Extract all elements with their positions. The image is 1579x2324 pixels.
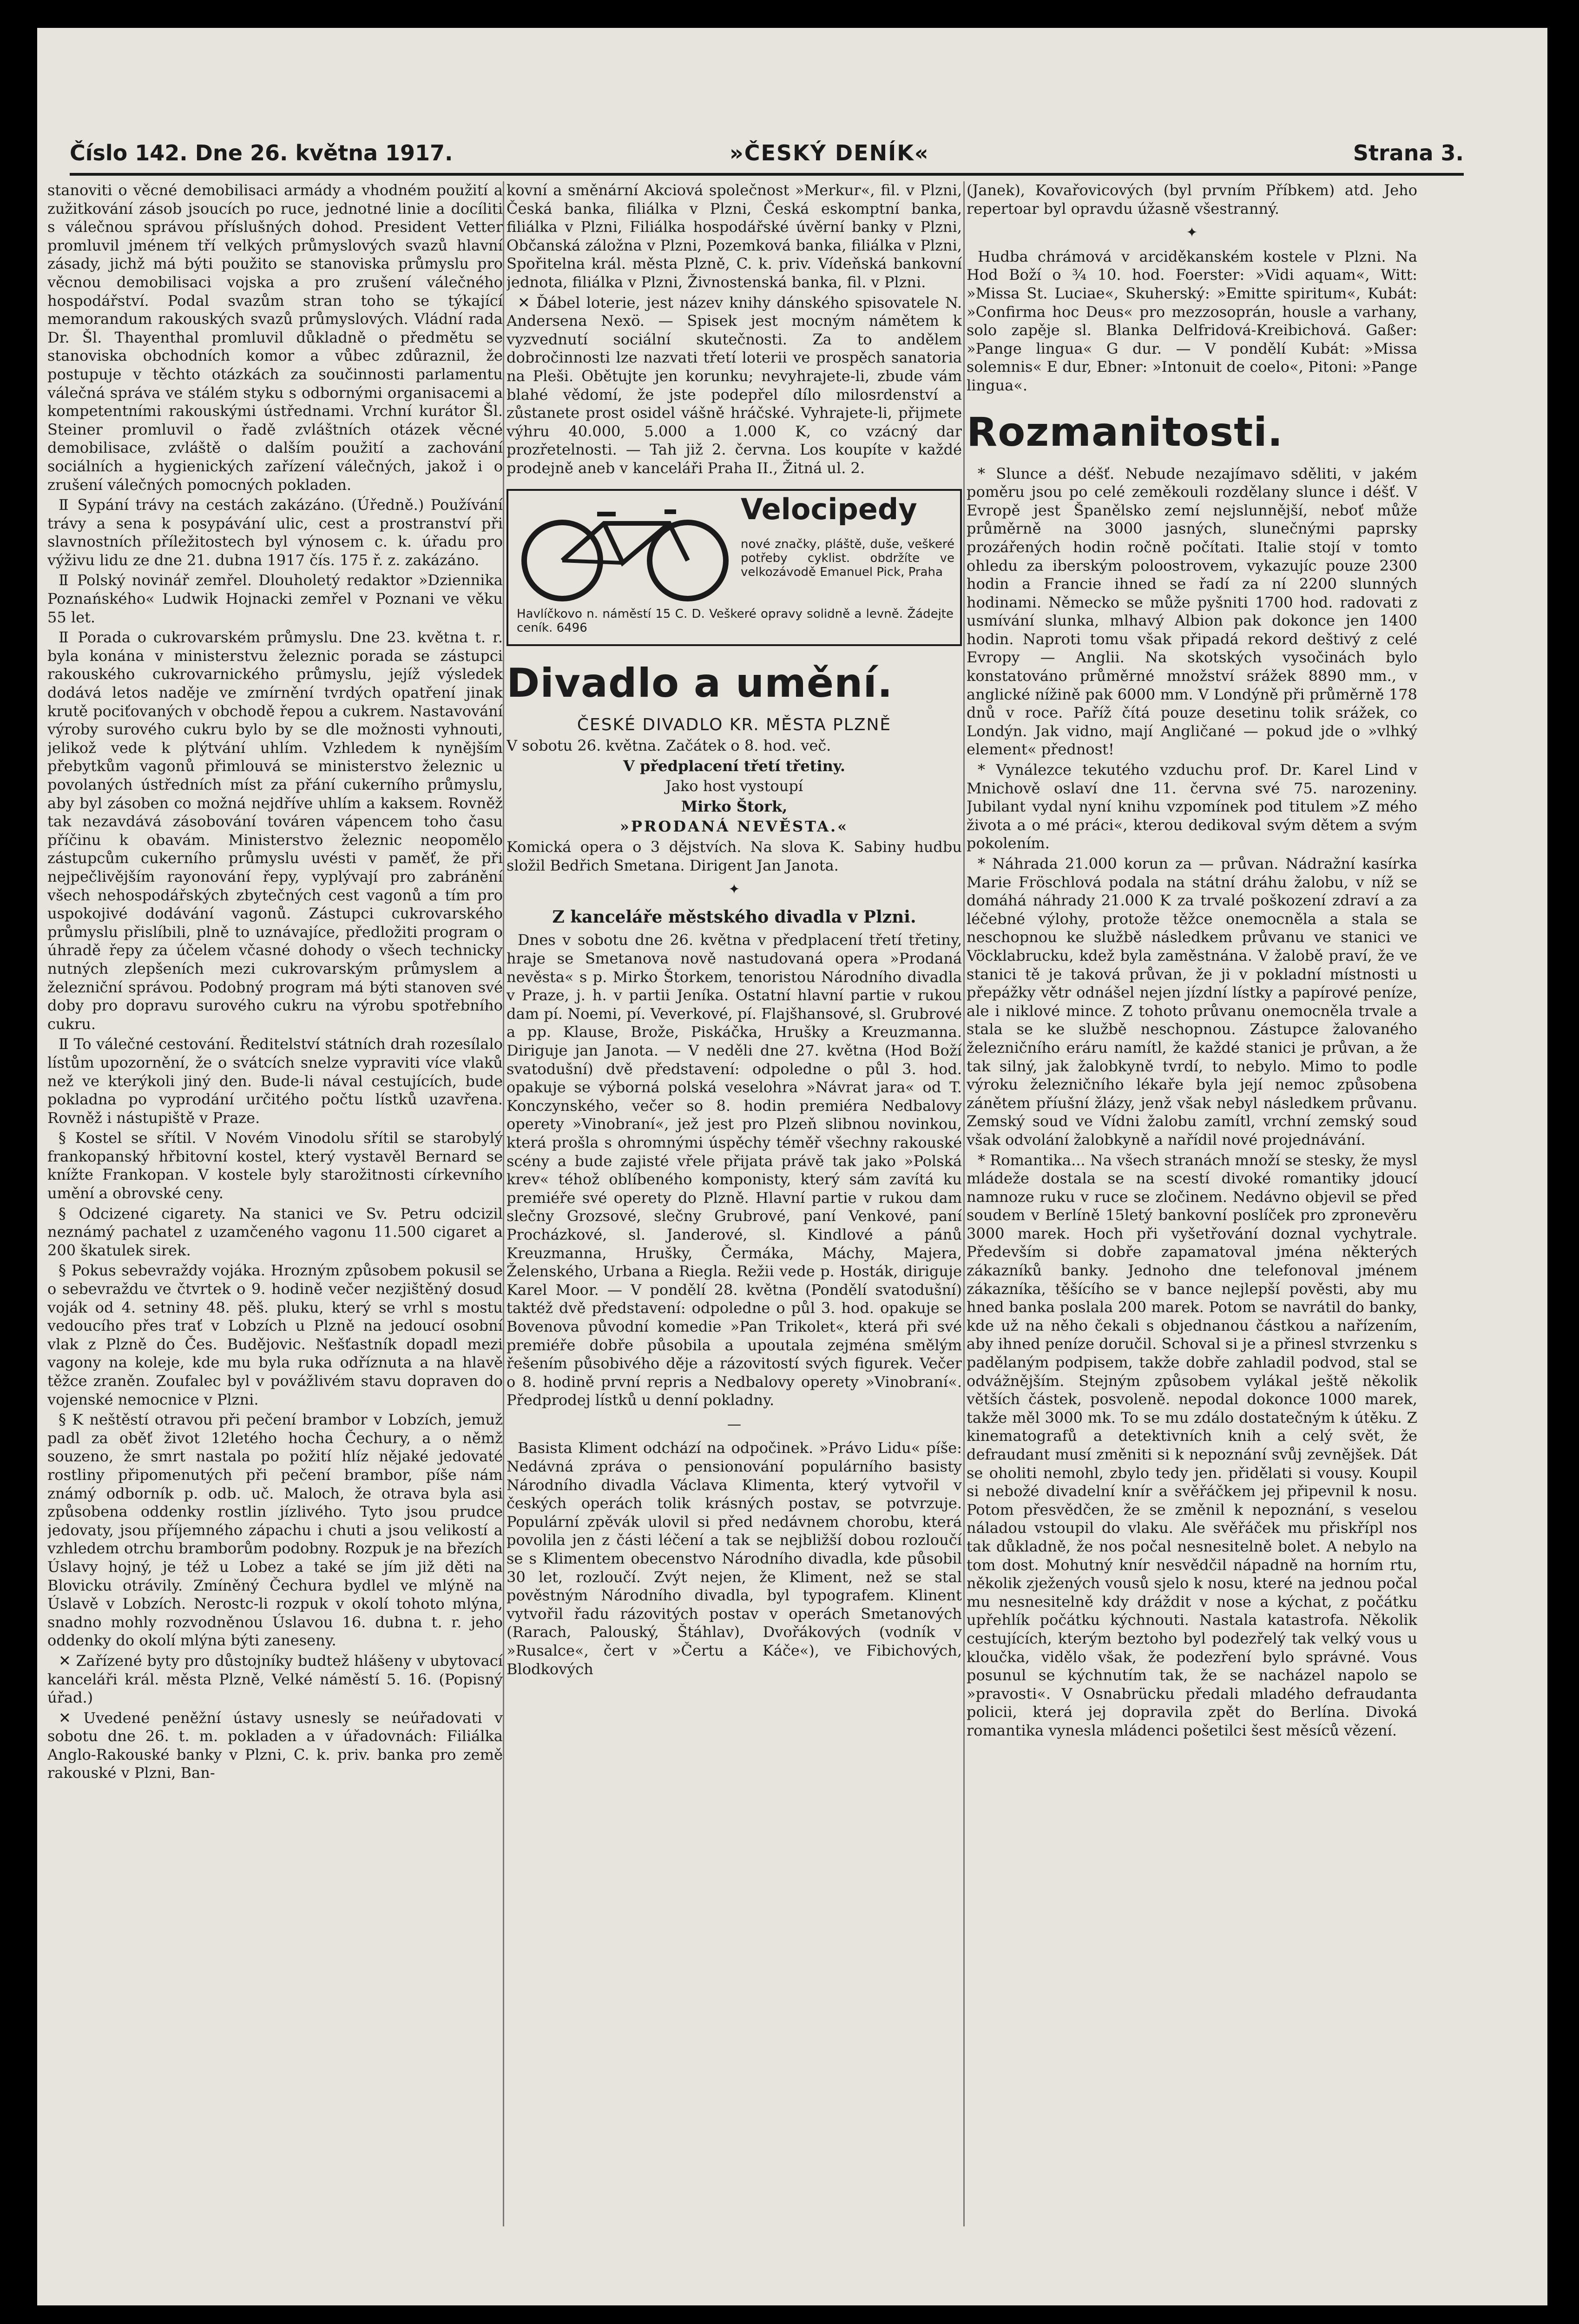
show-description: Komická opera o 3 dějstvích. Na slova K. Sabiny hudbu složil Bedřich Smetana. Dirigent Jan Janota. bbox=[507, 838, 962, 874]
show-date: V sobotu 26. května. Začátek o 8. hod. več. bbox=[507, 737, 831, 755]
separator-star: ✦ bbox=[728, 881, 740, 898]
notice-banks: ✕ Uvedené peněžní ústavy usnesly se neúřadovati v sobotu dne 26. t. m. pokladen a v úřadovnách: Filiálka Anglo-Rakouské banky v Plzni, C. k. priv. banka pro země rakouské v Plzni, Ban- bbox=[47, 1709, 503, 1782]
article-lottery: ✕ Ďábel loterie, jest název knihy dánského spisovatele N. Andersena Nexö. — Spisek jest mocným námětem k vyzvednutí sociální skutečnosti. Za to andělem dobročinnosti lze nazvati třetí loterii ve prospěch sanatoria na Pleši. Obětujte jen korunku; nevyhrajete-li, zbude vám blahé vědomí, že jste podepřel dílo milosrdenství a zůstanete prost osidel vášně hráčské. Vyhrajete-li, přijmete výhru 40.000, 5.000 a 1.000 K, co vzácný dar prozřetelnosti. — Tah již 2. června. Los koupíte v každé prodejně aneb v kanceláři Praha II., Žitná ul. 2. bbox=[507, 293, 962, 477]
column-divider bbox=[963, 181, 965, 2226]
show-title: »PRODANÁ NEVĚSTA.« bbox=[619, 818, 849, 836]
article-poisoning: § K neštěstí otravou při pečení brambor v Lobzích, jemuž padl za oběť život 12letého hocha Čechury, a o němž souzeno, že smrt nastala po požití hlíz nějaké jedovaté rostliny připomenutých při pečení brambor, píše nám známý odborník p. odb. uč. Maloch, že otrava byla asi způsobena oddenky rostlin jízlivého. Tyto jsou prudce jedovaty, jsou příjemného zápachu i chuti a jsou velikostí a vzhledem otrchu bramborům podobny. Rozpuk je na březích Úslavy hojný, je též u Lobez a také se jím již děti na Blovicku otrávily. Zmíněný Čechura bydlel ve mlýně na Úslavě v Lobzích. Nerostc-li rozpuk v okolí tohoto mlýna, snadno mohly rozvodněnou Úslavou 16. dubna t. r. jeho oddenky do okolí mlýna býti zaneseny. bbox=[47, 1411, 503, 1650]
notice-flats: ✕ Zařízené byty pro důstojníky budtež hlášeny v ubytovací kanceláři král. města Plzně, Velké náměstí 5. 16. (Popisný úřad.) bbox=[47, 1651, 503, 1707]
newspaper-page bbox=[37, 28, 1547, 2305]
office-text: Dnes v sobotu dne 26. května v předplacení třetí třetiny, hraje se Smetanova nově nastudovaná opera »Prodaná nevěsta« s p. Mirko Štorkem, tenoristou Národního divadla v Praze, j. h. v partii Jeníka. Ostatní hlavní partie v rukou dam pí. Noemi, pí. Veverkové, pí. Flajšhansové, sl. Grubrové a pp. Klause, Brože, Piskáčka, Hrušky a Kreuzmanna. Diriguje jan Janota. — V neděli dne 27. května (Hod Boží svatodušní) dvě představení: odpoledne o půl 3. hod. opakuje se výborná polská veselohra »Návrat jara« od T. Konczynského, večer so 8. hodin premiéra Nedbalovy operety »Vinobraní«, jež jest pro Plzeň slibnou novinkou, která prošla s ohromnými úspěchy téměř všechny rakouské scény a bude zajisté vřele přijata právě tak jako »Polská krev« téhož oblíbeného komponisty, který sám zavítá ku premiéře své operety do Plzně. Hlavní partie v rukou dam slečny Grozsové, slečny Grubrové, paní Venkové, paní Procházkové, sl. Janderové, sl. Kindlové a pánů Kreuzmanna, Hrušky, Čermáka, Máchy, Majera, Želenského, Urbana a Riegla. Režii vede p. Hosták, diriguje Karel Moor. — V pondělí 28. května (Pondělí svatodušní) taktéž dvě představení: odpoledne o půl 3. hod. opakuje se Bovenova původní komedie »Pan Trikolet«, která při své premiéře dobře působila a upoutala zejména smělým řešením působivého děje a rázovitostí svých figurek. Večer o 8. hodině první repris a Nedbalovy operety »Vinobraní«. Předprodej lístků u denní pokladny. bbox=[507, 931, 962, 1409]
ad-title: Velocipedy bbox=[741, 492, 917, 526]
office-heading: Z kanceláře městského divadla v Plzni. bbox=[552, 907, 916, 927]
article-draught: * Náhrada 21.000 korun za — průvan. Nádražní kasírka Marie Fröschlová podala na státní dráhu žalobu, v níž se domáhá náhrady 21.000 K za trvalé poškození zdraví a za léčebné výlohy, protože těžce onemocněla a stala se neschopnou ke službě následkem průvanu ve stanici ve Vöcklabrucku, kdež byla zaměstnána. V žalobě praví, že ve stanici tě je taková průvan, že ji v pokladní místnosti u přepážky větr odnášel nejen jízdní lístky a papírové peníze, ale i niklové mince. Z tohoto průvanu onemocněla trvale a stala se ke službě neschopnou. Zástupce žalovaného železničního eráru namítl, že každé stanici je průvan, a že tak silný, jak žalobkyně tvrdí, to nebylo. Mimo to podle výroku železničního lékaře byla její nemoc způsobena zánětem příušní žlázy, jenž však nebyl následkem průvanu. Zemský soud ve Vídni žalobu zamítl, vrchní zemský soud však odvolání žalobkyně a nařídil nové projednávání. bbox=[967, 855, 1417, 1149]
column-1 bbox=[47, 181, 503, 2273]
banks-list: kovní a směnární Akciová společnost »Merkur«, fil. v Plzni, Česká banka, filiálka v Plzni, Česká eskomptní banka, filiálka v Plzni, Filiálka hospodářské úvěrní banky v Plzni, Občanská záložna v Plzni, Pozemková banka, filiálka v Plzni, Spořitelna král. města Plzně, C. k. priv. Vídeňská bankovní jednota, filiálka v Plzni, Živnostenská banka, fil. v Plzni. bbox=[507, 181, 962, 291]
issue-info: Číslo 142. Dne 26. května 1917. bbox=[70, 140, 453, 165]
article-suicide: § Pokus sebevraždy vojáka. Hrozným způsobem pokusil se o sebevraždu ve čtvrtek o 9. hodině večer nezjištěný dosud voják od 4. setniny 48. pěš. pluku, který se vrhl s mostu vedoucího přes trať v Lobzích u Plzně na jedoucí osobní vlak z Plzně do Čes. Budějovic. Nešťastník dopadl mezi vagony na koleje, kde mu byla ruka odříznuta a na hlavě těžce zraněn. Zoufalec byl v povážlivém stavu dopraven do vojenské nemocnice v Plzni. bbox=[47, 1261, 503, 1408]
section-heading-theatre: Divadlo a umění. bbox=[507, 660, 893, 706]
article-journalist: Ⅱ Polský novinář zemřel. Dlouholetý redaktor »Dziennika Poznańského« Ludwik Hojnacki zemřel v Poznani ve věku 55 let. bbox=[47, 571, 503, 626]
show-guest: Jako host vystoupí bbox=[665, 777, 803, 795]
ad-address: Havlíčkovo n. náměstí 15 C. D. Veškeré opravy solidně a levně. Žádejte ceník. 6496 bbox=[517, 607, 954, 635]
column-3 bbox=[967, 181, 1417, 2273]
velocipede-advertisement bbox=[507, 489, 962, 646]
section-heading-miscellany: Rozmanitosti. bbox=[967, 409, 1283, 456]
show-star: Mirko Štork, bbox=[681, 797, 788, 815]
article-sun-rain: * Slunce a déšť. Nebude nezajímavo sděliti, v jakém poměru jsou po celé zeměkouli rozdělany slunce i déšť. V Evropě jest Španělsko zemí nejslunnější, neboť může průměrně na 3000 jasných, slunečnými paprsky prozářených hodin ročně počítati. Italie stojí v tomto ohledu za iberským poloostrovem, vykazujíc pouze 2300 hodin a Francie ihned se řadí za ní 2200 slunných hodinami. Německo se může pyšniti 1700 hod. radovati z usmívání slunka, mlhavý Albion pak dokonce jen 1400 hodin. Naproti tomu však připadá rekord deštivý z celé Evropy — Anglii. Na skotských vysočinách bylo konstatováno průměrné množství srážek 8890 mm., v anglické nížině pak 6000 mm. V Londýně při průměrně 178 dnů v roce. Paříž čítá pouze desetinu tolik srážek, co Londýn. Jak vidno, mají Angličané — pokud jde o »vlhký element« přednost! bbox=[967, 464, 1417, 759]
page-header bbox=[70, 126, 1464, 176]
ad-text: nové značky, pláště, duše, veškeré potřeby cyklist. obdržíte ve velkozávodě Emanuel Pick, Praha bbox=[741, 537, 954, 579]
column-2 bbox=[507, 181, 962, 2273]
separator-star: ✦ bbox=[1186, 224, 1198, 241]
column-divider bbox=[503, 181, 504, 2226]
article-liquid-air: * Vynálezce tekutého vzduchu prof. Dr. Karel Lind v Mnichově oslaví dne 11. června své 75. narozeniny. Jubilant vydal nyní knihu vzpomínek pod titulem »Z mého života a o mé práci«, kterou dedikoval svým dětem a svým pokolením. bbox=[967, 761, 1417, 852]
newspaper-title: »ČESKÝ DENÍK« bbox=[730, 140, 929, 165]
article-grass: Ⅱ Sypání trávy na cestách zakázáno. (Úředně.) Používání trávy a sena k posypávání ulic, cest a prostranství při slavnostních příležitostech byl výnosem c. k. úřadu pro výživu lidu ze dne 21. dubna 1917 čís. 175 ř. z. zakázáno. bbox=[47, 496, 503, 569]
theatre-name: ČESKÉ DIVADLO KR. MĚSTA PLZNĚ bbox=[577, 715, 892, 734]
article-cigarettes: § Odcizené cigarety. Na stanici ve Sv. Petru odcizil neznámý pachatel z uzamčeného vagonu 11.500 cigaret a 200 škatulek sirek. bbox=[47, 1204, 503, 1259]
article-travel: Ⅱ To válečné cestování. Ředitelství státních drah rozesílalo lístům upozornění, že o svátcích snelze vypraviti více vlaků než ve kterýkoli jiný den. Bude-li nával cestujících, bude pokladna po vyprodání určitého počtu lístků uzavřena. Rovněž i nástupiště v Praze. bbox=[47, 1035, 503, 1127]
article-church-music: Hudba chrámová v arciděkanském kostele v Plzni. Na Hod Boží o ¾ 10. hod. Foerster: »Vidi aquam«, Witt: »Missa St. Luciae«, Skuherský: »Emitte spiritum«, Kubát: »Confirma hoc Deus« pro mezzosoprán, housle a varhany, solo zapěje sl. Blanka Delfridová-Kreibichová. Gaßer: »Pange lingua« G dur. — V pondělí Kubát: »Missa solemnis« E dur, Ebner: »Intonuit de coelo«, Pitoni: »Pange lingua«. bbox=[967, 247, 1417, 394]
article-demobilisation: stanoviti o věcné demobilisaci armády a vhodném použití a zužitkování zásob jsoucích po ruce, jednotné linie a docíliti s válečnou správou příslušných dohod. President Vetter promluvil jménem tří velkých průmyslových svazů hlavní zásady, jichž má býti použito se stanoviska průmyslu pro věcnou demobilisaci vojska a pro zrušení válečného hospodářství. Podal svazům stran toho se týkající memorandum rakouských svazů průmyslových. Vládní rada Dr. Šl. Thayenthal promluvil důkladně o předmětu se stanoviska obchodních komor a vůbec zdůraznil, že postupuje v těchto otázkách za součinnosti parlamentu válečná správa ve stálém styku s odbornými organisacemi a kompetentními rakouskými ústřednami. Vrchní kurátor Šl. Steiner promluvil o řadě zvláštních otázek věcné demobilisace, zvláště o dalším použití a zachování sociálních a hygienických zařízení válečných, jakož i o zrušení válečných pomocných pokladen. bbox=[47, 181, 503, 494]
article-church: § Kostel se sřítil. V Novém Vinodolu sřítil se starobylý frankopanský hřbitovní kostel, který vystavěl Bernard se knížte Frankopan. V kostele byly starožitnosti církevního umění a obrovské ceny. bbox=[47, 1129, 503, 1202]
article-sugar: Ⅱ Porada o cukrovarském průmyslu. Dne 23. května t. r. byla konána v ministerstvu železnic porada se zástupci rakouského cukrovarnického průmyslu, jejíž výsledek dodává letos naděje ve zmírnění tvrdých opatření jinak krutě pociťovaných v obchodě řepou a cukrem. Nastavování výroby surového cukru bylo by se dle možnosti vyhnouti, jelikož vede k plýtvání uhlím. Vzhledem k nynějším přebytkům vagonů přimlouvá se ministerstvo železnic u povolaných ústředních míst za přání cukerního průmyslu, aby byl zásoben co možná nejdříve uhlím a kaksem. Rovněž tak nezavdává zásobování továren vápencem toho času příčinu k obavám. Ministerstvo železnic neopomělo zástupcům cukerního průmyslu uvésti v paměť, že při nejpečlivějším rayonování řepy, vyplývají pro zabránění všech nehospodářských zbytečných cest vagonů a tím pro uspokojivé dodávání vagonů. Zástupci cukrovarského průmyslu přislíbili, plně to uznávajíce, předložiti program o úhradě řepy za účelem včasné dohody o všech technicky nutných zlepšeních mezi cukrovarským průmyslem a železniční správou. Podobný program má býti stanoven své doby pro dopravu surového cukru na výrobu spotřebního cukru. bbox=[47, 628, 503, 1033]
page-number: Strana 3. bbox=[1353, 140, 1464, 165]
article-romance: * Romantika... Na všech stranách množí se stesky, že mysl mládeže dostala se na scestí divoké romantiky jdoucí namnoze ruku v ruce se zločinem. Nedávno objevil se před soudem v Berlíně 15letý bankovní poslíček pro zpronevěru 3000 marek. Hoch při vyšetřování doznal vychytrale. Především si dobře zapamatoval jména některých zákazníků banky. Jednoho dne telefonoval jménem zákazníka, těšícího se v bance nejlepší pověsti, aby mu hned banka poslala 200 marek. Potom se navrátil do banky, kde už na něho čekali s objednanou částkou a nařízením, aby ihned peníze doručil. Schoval si je a přinesl stvrzenku s padělaným podpisem, takže dobře zahladil podvod, stal se odvážnějším. Stejným způsobem vylákal ještě několik větších částek, posvoleně. nepodal dokonce 1000 marek, takže měl 3000 mk. To se mu zdálo dostatečným k útěku. Z kinematografů a detektivních knih a celý svět, že defraudant musí změniti si k nepoznání svůj zevnějšek. Dát se oholiti nemohl, zbylo tedy jen. přidělati si vousy. Koupil si nebožé divadelní knír a svěřáčkem jej připevnil k nosu. Potom přesvědčen, že se změnil k nepoznání, s veselou náladou vstoupil do vlaku. Ale svěřáček mu přiskřípl nos tak důkladně, že nos počal nesnesitelně bolet. A nebylo na tom dost. Mohutný knír nesvědčil nápadně na horním rtu, několik zježených vousů sjelo k nosu, které na jednou počal mu nesnesitelně kdy dráždit v nose a kýchat, z počátku upřehlík počátku kýchnouti. Nastala katastrofa. Několik cestujících, kterým beztoho byl podezřelý tak velký vous u kloučka, vidělo však, že podezření bylo správné. Vous posunul se kýchnutím tak, že se nacházel napolo se »pravosti«. V Osnabrücku předali mladého defraudanta policii, která jej dopravila zpět do Berlína. Divoká romantika vynesla mládenci pošetilci šest měsíců vězení. bbox=[967, 1151, 1417, 1739]
show-series: V předplacení třetí třetiny. bbox=[623, 757, 845, 775]
bicycle-icon bbox=[516, 505, 734, 602]
article-kliment: Basista Kliment odchází na odpočinek. »Právo Lidu« píše: Nedávná zpráva o pensionování populárního basisty Národního divadla Václava Klimenta, který vytvořil v českých operách tolik krásných postav, se potvrzuje. Populární zpěvák ulovil si před nedávnem chorobu, která povolila jen z části léčení a tak se nejbližší dobou rozloučí se s Klimentem obecenstvo Národního divadla, kde působil 30 let, rozloučí. Zvýt nejen, že Kliment, než se stal pověstným Národního divadla, byl typografem. Klinent vytvořil řadu rázovitých postav v operách Smetanových (Rarach, Palouský, Štáhlav), Dvořákových (vodník v »Rusalce«, čert v »Čertu a Káče«), ve Fibichových, Blodkových bbox=[507, 1439, 962, 1678]
separator-dash: — bbox=[727, 1416, 741, 1433]
kliment-continued: (Janek), Kovařovicových (byl prvním Příbkem) atd. Jeho repertoar byl opravdu úžasně všestranný. bbox=[967, 181, 1417, 218]
